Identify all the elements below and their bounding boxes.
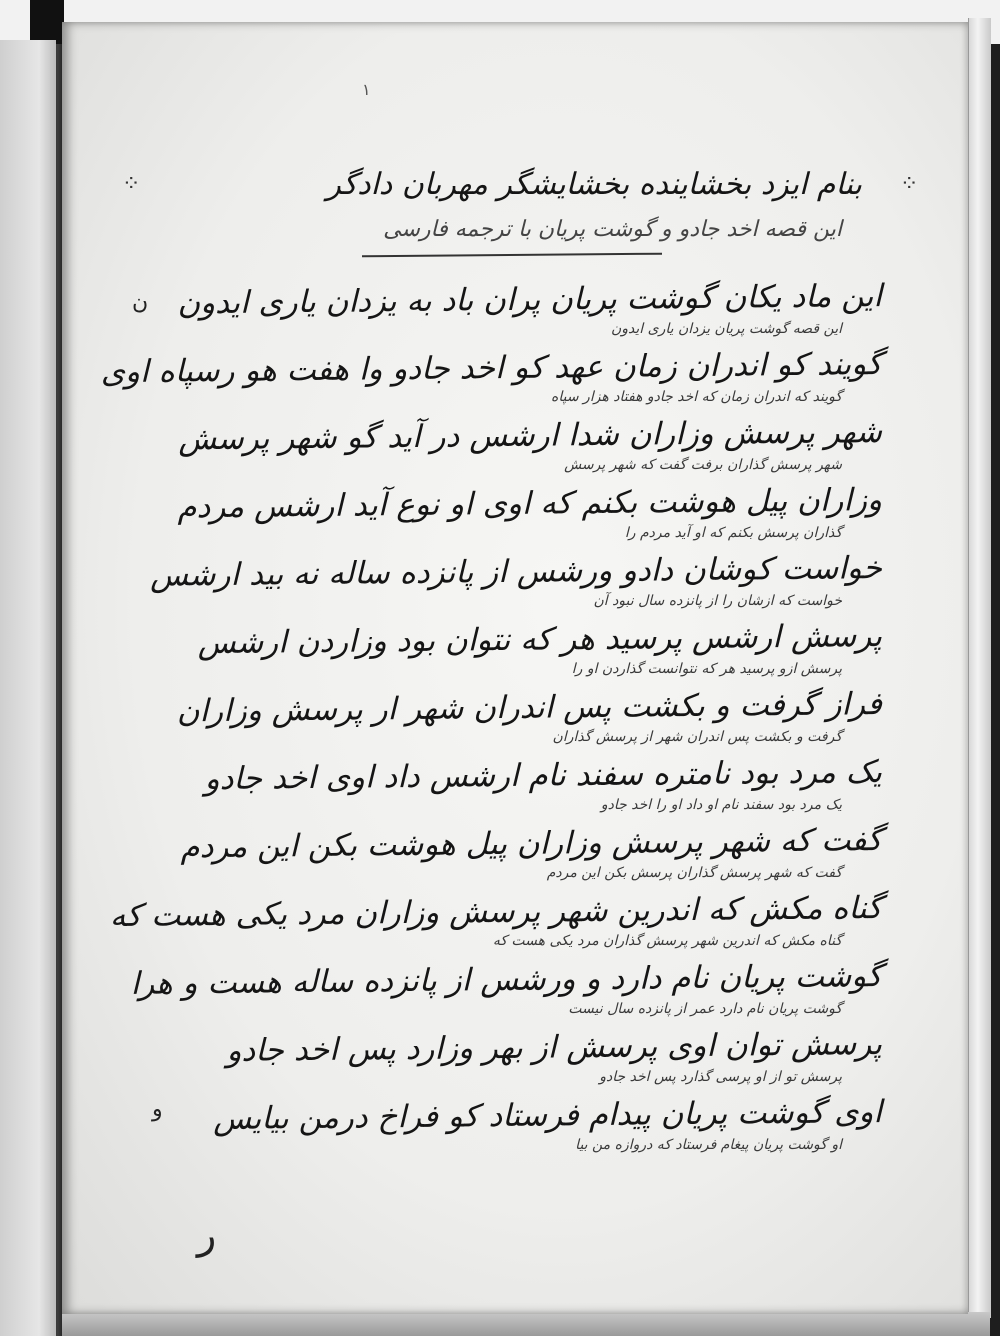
- line-text: گوشت پریان نام دارد و ورشس از پانزده ساله هست و هرا: [130, 958, 883, 1002]
- ornament-right-icon: ⁘: [900, 172, 919, 197]
- left-page-edge: [0, 40, 56, 1336]
- line-gloss: پرسش ازو پرسید هر که نتوانست گذاردن او را: [571, 661, 842, 677]
- line-gloss: گفت که شهر پرسش گذاران پرسش بکن این مردم: [546, 865, 842, 881]
- line-text: وزاران پیل هوشت بکنم که اوی او نوع آید ارشس مردم: [177, 482, 883, 526]
- line-text: پرسش توان اوی پرسش از بهر وزارد پس اخد جادو: [226, 1026, 883, 1069]
- story-title: این قصه اخد جادو و گوشت پریان با ترجمه فارسی: [383, 217, 842, 242]
- text-line-7: [122, 688, 882, 756]
- text-line-6: [122, 620, 882, 688]
- text-line-3: [122, 416, 882, 484]
- ornament-left-icon: ⁘: [122, 172, 141, 197]
- line-text: گویند کو اندران زمان عهد کو اخد جادو وا هفت هو رسپاه اوی: [100, 346, 883, 391]
- closing-stroke: ر: [197, 1212, 217, 1258]
- margin-note-bottom: و: [152, 1097, 163, 1122]
- line-text: فراز گرفت و بکشت پس اندران شهر ار پرسش وزاران: [176, 686, 883, 730]
- line-text: اوی گوشت پریان پیدام فرستاد کو فراخ درمن بیایس: [212, 1094, 883, 1138]
- text-line-12: [122, 1028, 882, 1096]
- binding-tab: [30, 0, 64, 44]
- line-text: پرسش ارشس پرسید هر که نتوان بود وزاردن ارشس: [197, 618, 883, 662]
- text-line-1: [122, 280, 882, 348]
- line-gloss: گویند که اندران زمان که اخد جادو هفتاد هزار سپاه: [551, 389, 842, 405]
- manuscript-text-block: [100, 162, 883, 1164]
- line-text: گناه مکش که اندرین شهر پرسش وزاران مرد یکی هست که: [109, 890, 883, 935]
- text-line-13: [122, 1096, 882, 1164]
- line-text: یک مرد بود نامتره سفند نام ارشس داد اوی اخد جادو: [204, 754, 883, 798]
- page-number: ١: [362, 80, 371, 99]
- line-gloss: خواست که ازشان را از پانزده سال نبود آن: [593, 593, 842, 609]
- line-text: گفت که شهر پرسش وزاران پیل هوشت بکن این مردم: [180, 822, 883, 866]
- line-text: این ماد یکان گوشت پریان پران باد به یزدان یاری ایدون: [177, 278, 883, 322]
- margin-note-top: ن: [132, 290, 149, 315]
- text-line-8: [122, 756, 882, 824]
- manuscript-page: [62, 22, 968, 1314]
- line-gloss: این قصه گوشت پریان یزدان یاری ایدون: [610, 321, 842, 337]
- text-line-2: [100, 346, 883, 416]
- line-gloss: گناه مکش که اندرین شهر پرسش گذاران مرد یکی هست که: [492, 933, 842, 949]
- text-line-11: [122, 960, 882, 1028]
- text-line-9: [122, 824, 882, 892]
- right-page-edge: [968, 18, 991, 1318]
- line-gloss: گوشت پریان نام دارد عمر از پانزده سال نیست: [568, 1001, 842, 1017]
- text-line-10: [109, 890, 883, 960]
- line-text: خواست کوشان دادو ورشس از پانزده ساله نه بید ارشس: [149, 550, 883, 594]
- line-text: شهر پرسش وزاران شدا ارشس در آید گو شهر پرسش: [178, 414, 883, 458]
- line-gloss: او گوشت پریان پیغام فرستاد که دروازه من بیا: [575, 1137, 842, 1153]
- line-gloss: گذاران پرسش بکنم که او آید مردم را: [624, 525, 842, 541]
- line-gloss: گرفت و بکشت پس اندران شهر از پرسش گذاران: [552, 729, 842, 745]
- line-gloss: پرسش تو از او پرسی گذارد پس اخد جادو: [599, 1069, 842, 1085]
- text-line-4: [122, 484, 882, 552]
- title-rule: [362, 253, 662, 258]
- bottom-page-edge: [62, 1312, 990, 1336]
- line-gloss: یک مرد بود سفند نام او داد او را اخد جادو: [600, 797, 842, 813]
- line-gloss: شهر پرسش گذاران برفت گفت که شهر پرسش: [564, 457, 842, 473]
- text-line-5: [122, 552, 882, 620]
- invocation-heading: بنام ایزد بخشاینده بخشایشگر مهربان دادگر: [326, 167, 862, 202]
